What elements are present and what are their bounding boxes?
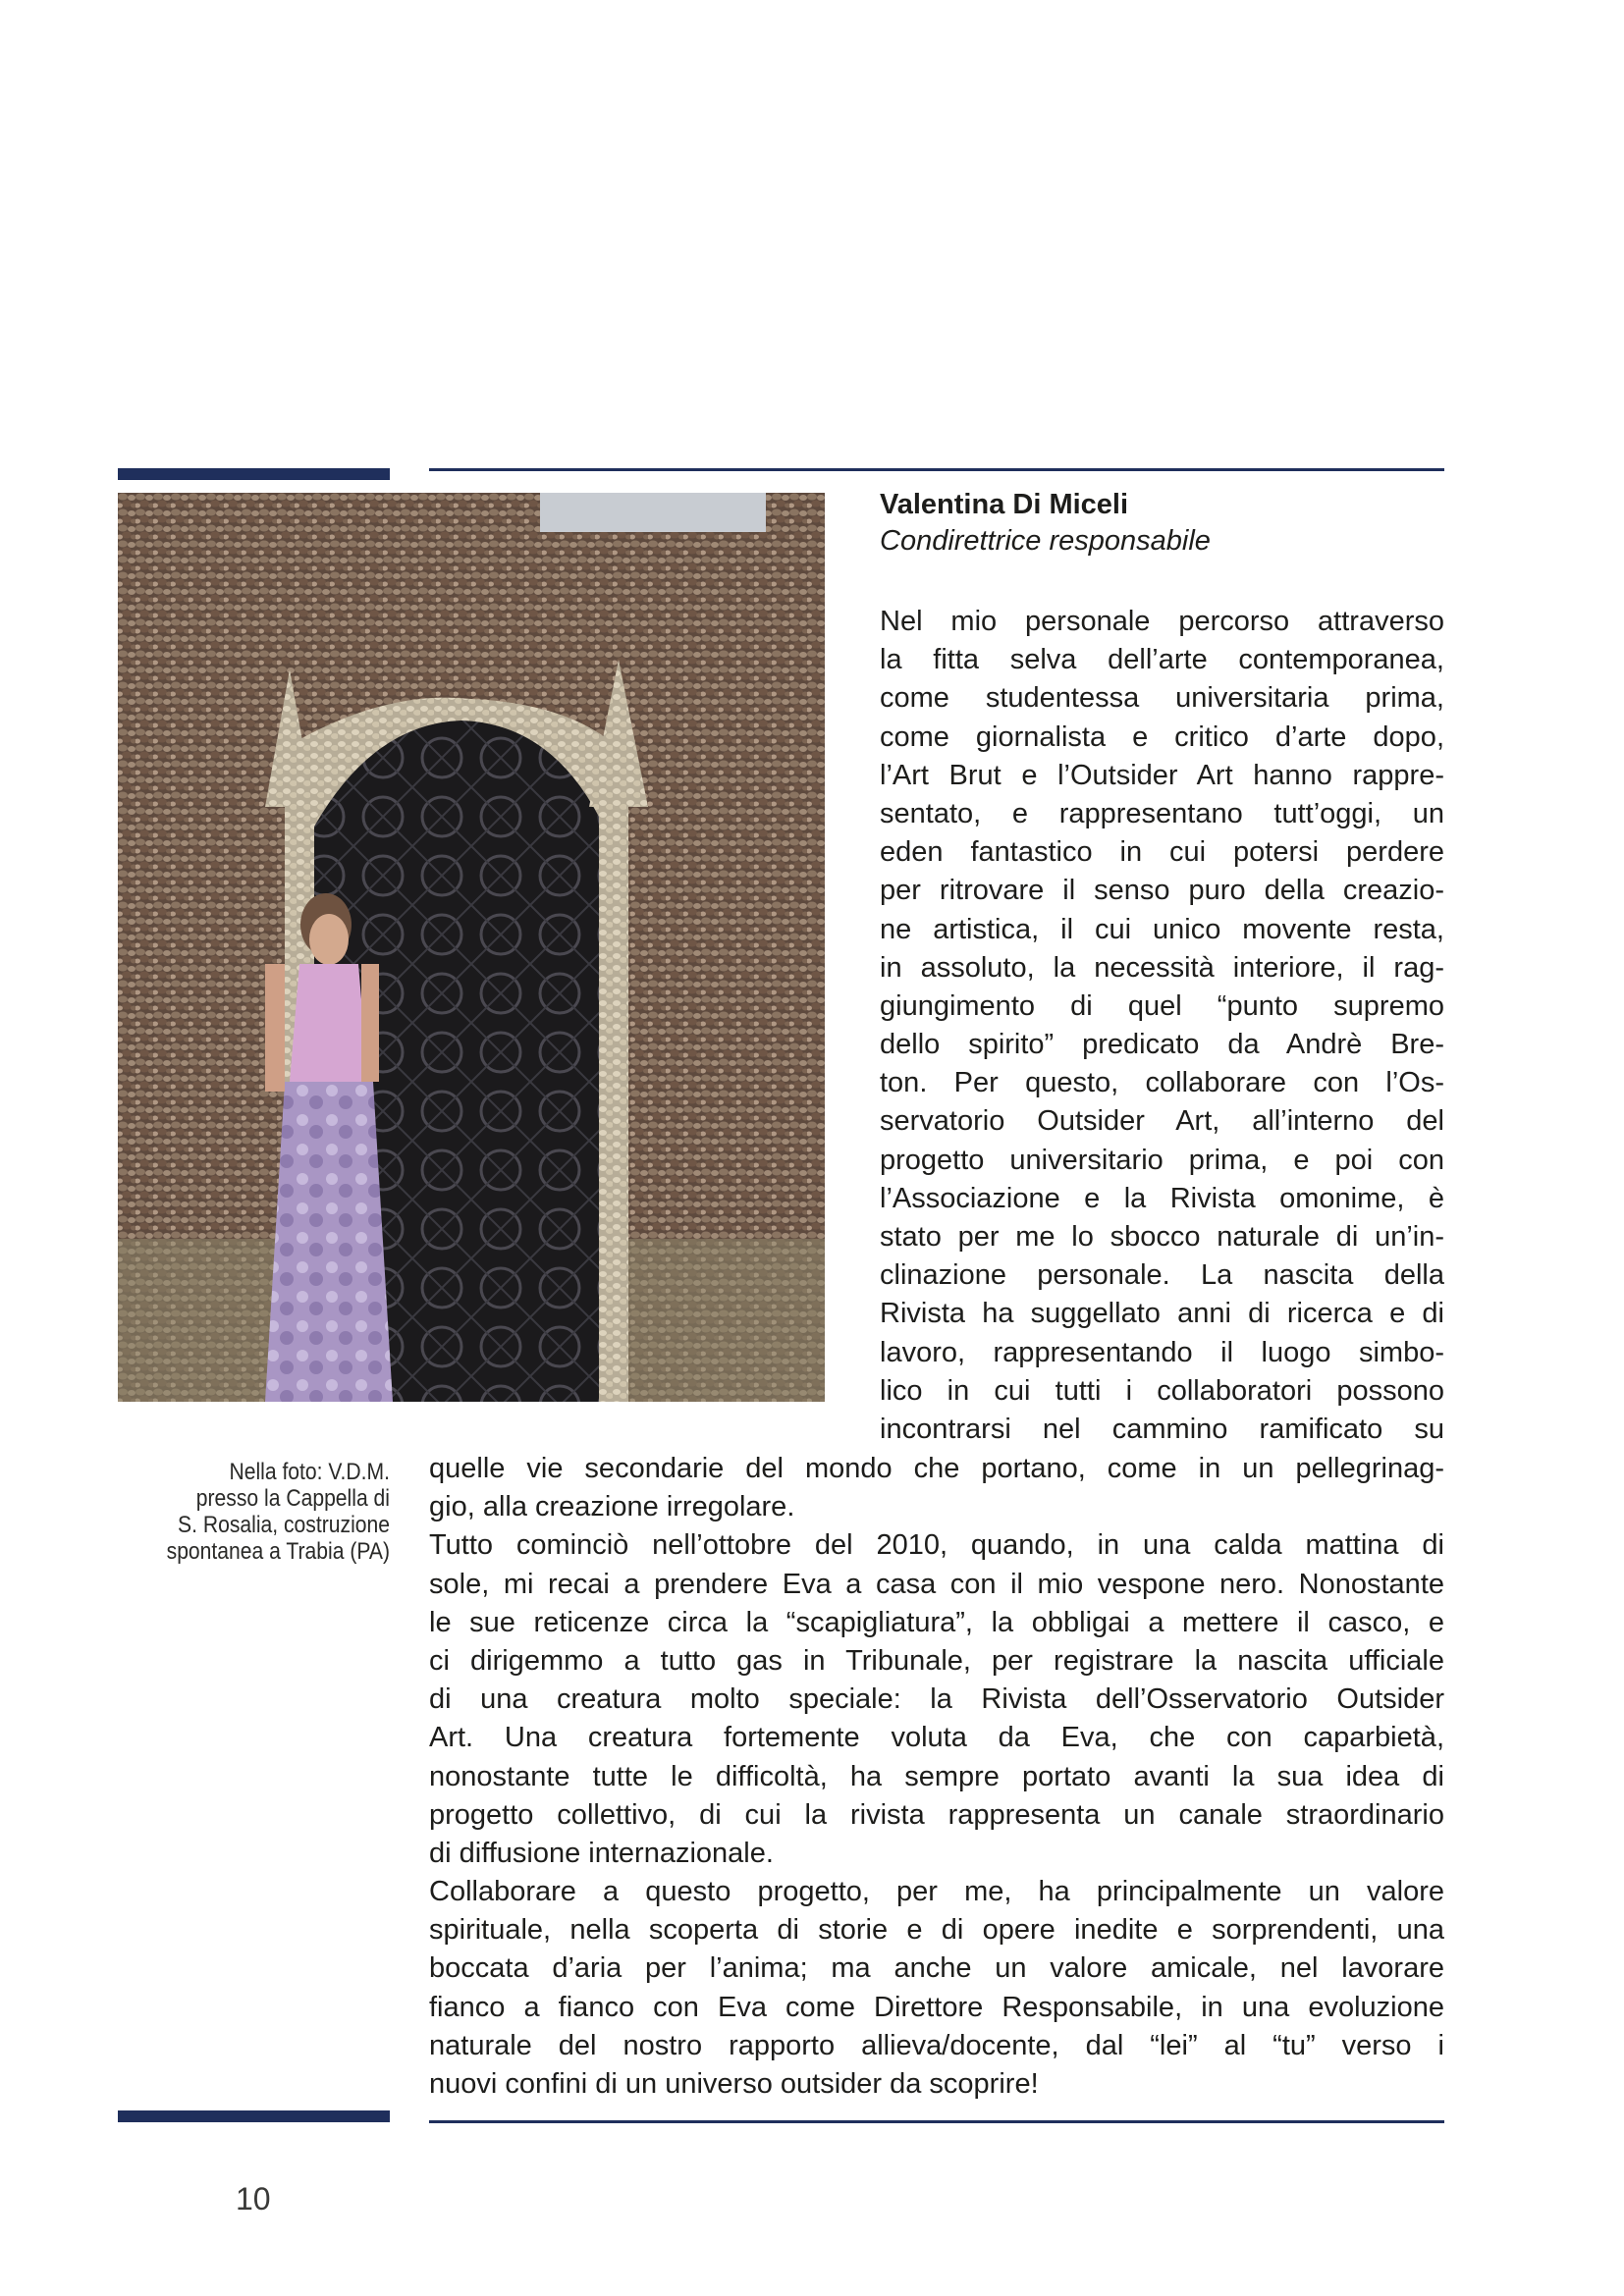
text-line: Collaborare a questo progetto, per me, ha principalmente un valore [429, 1876, 1444, 1908]
text-line: ton. Per questo, collaborare con l’Os- [880, 1067, 1444, 1099]
text-line: per ritrovare il senso puro della creazio- [880, 875, 1444, 907]
text-line: ne artistica, il cui unico movente resta, [880, 913, 1444, 945]
text-line: giungimento di quel “punto supremo [880, 989, 1444, 1022]
caption-line: spontanea a Trabia (PA) [166, 1538, 390, 1565]
caption-line: S. Rosalia, costruzione [178, 1512, 390, 1538]
text-line: spirituale, nella scoperta di storie e di opere inedite e sorprendenti, una [429, 1914, 1444, 1947]
bottom-right-rule [429, 2120, 1444, 2123]
text-line: progetto universitario prima, e poi con [880, 1144, 1444, 1176]
body-right-column [880, 603, 1444, 1449]
text-line: come giornalista e critico d’arte dopo, [880, 721, 1444, 753]
author-role: Condirettrice responsabile [880, 525, 1211, 557]
text-line: in assoluto, la necessità interiore, il rag- [880, 951, 1444, 984]
text-line: clinazione personale. La nascita della [880, 1259, 1444, 1292]
text-line: nonostante tutte le difficoltà, ha sempre portato avanti la sua idea di [429, 1760, 1444, 1792]
body-full-width [429, 1450, 1444, 2104]
text-line: Rivista ha suggellato anni di ricerca e di [880, 1298, 1444, 1330]
text-line: la fitta selva dell’arte contemporanea, [880, 644, 1444, 676]
text-line: di diffusione internazionale. [429, 1837, 774, 1869]
text-line: lavoro, rappresentando il luogo simbo- [880, 1336, 1444, 1368]
text-line: nuovi confini di un universo outsider da scoprire! [429, 2068, 1039, 2100]
text-line: di una creatura molto speciale: la Rivista dell’Osservatorio Outsider [429, 1683, 1444, 1716]
text-line: servatorio Outsider Art, all’interno del [880, 1105, 1444, 1138]
text-line: l’Associazione e la Rivista omonime, è [880, 1182, 1444, 1214]
text-line: naturale del nostro rapporto allieva/docente, dal “lei” al “tu” verso i [429, 2029, 1444, 2061]
text-line: eden fantastico in cui potersi perdere [880, 836, 1444, 869]
text-line: le sue reticenze circa la “scapigliatura”, la obbligai a mettere il casco, e [429, 1606, 1444, 1638]
photo-caption [105, 1459, 390, 1565]
photo-chapel [118, 493, 825, 1402]
text-line: progetto collettivo, di cui la rivista rappresenta un canale straordinario [429, 1798, 1444, 1831]
text-line: sole, mi recai a prendere Eva a casa con il mio vespone nero. Nonostante [429, 1568, 1444, 1600]
text-line: ci dirigemmo a tutto gas in Tribunale, per registrare la nascita ufficiale [429, 1644, 1444, 1677]
page-number: 10 [236, 2181, 271, 2216]
text-line: sentato, e rappresentano tutt’oggi, un [880, 797, 1444, 829]
bottom-left-rule [118, 2110, 390, 2122]
text-line: Nel mio personale percorso attraverso [880, 606, 1444, 637]
top-right-rule [429, 468, 1444, 471]
text-line: quelle vie secondarie del mondo che portano, come in un pellegrinag- [429, 1453, 1444, 1484]
text-line: Art. Una creatura fortemente voluta da Eva, che con caparbietà, [429, 1722, 1444, 1754]
text-line: come studentessa universitaria prima, [880, 682, 1444, 715]
text-line: lico in cui tutti i collaboratori possono [880, 1374, 1444, 1407]
author-name: Valentina Di Miceli [880, 489, 1129, 520]
text-line: gio, alla creazione irregolare. [429, 1491, 795, 1523]
text-line: l’Art Brut e l’Outsider Art hanno rappre- [880, 759, 1444, 791]
text-line: incontrarsi nel cammino ramificato su [880, 1413, 1444, 1445]
text-line: boccata d’aria per l’anima; ma anche un valore amicale, nel lavorare [429, 1952, 1444, 1985]
caption-line: Nella foto: V.D.M. [229, 1459, 390, 1485]
text-line: fianco a fianco con Eva come Direttore Responsabile, in una evoluzione [429, 1991, 1444, 2023]
text-line: Tutto cominciò nell’ottobre del 2010, quando, in una calda mattina di [429, 1529, 1444, 1562]
text-line: dello spirito” predicato da Andrè Bre- [880, 1029, 1444, 1061]
photo-chapel-icon [118, 493, 825, 1402]
caption-line: presso la Cappella di [195, 1485, 390, 1512]
text-line: stato per me lo sbocco naturale di un’in- [880, 1221, 1444, 1253]
top-left-rule [118, 468, 390, 480]
